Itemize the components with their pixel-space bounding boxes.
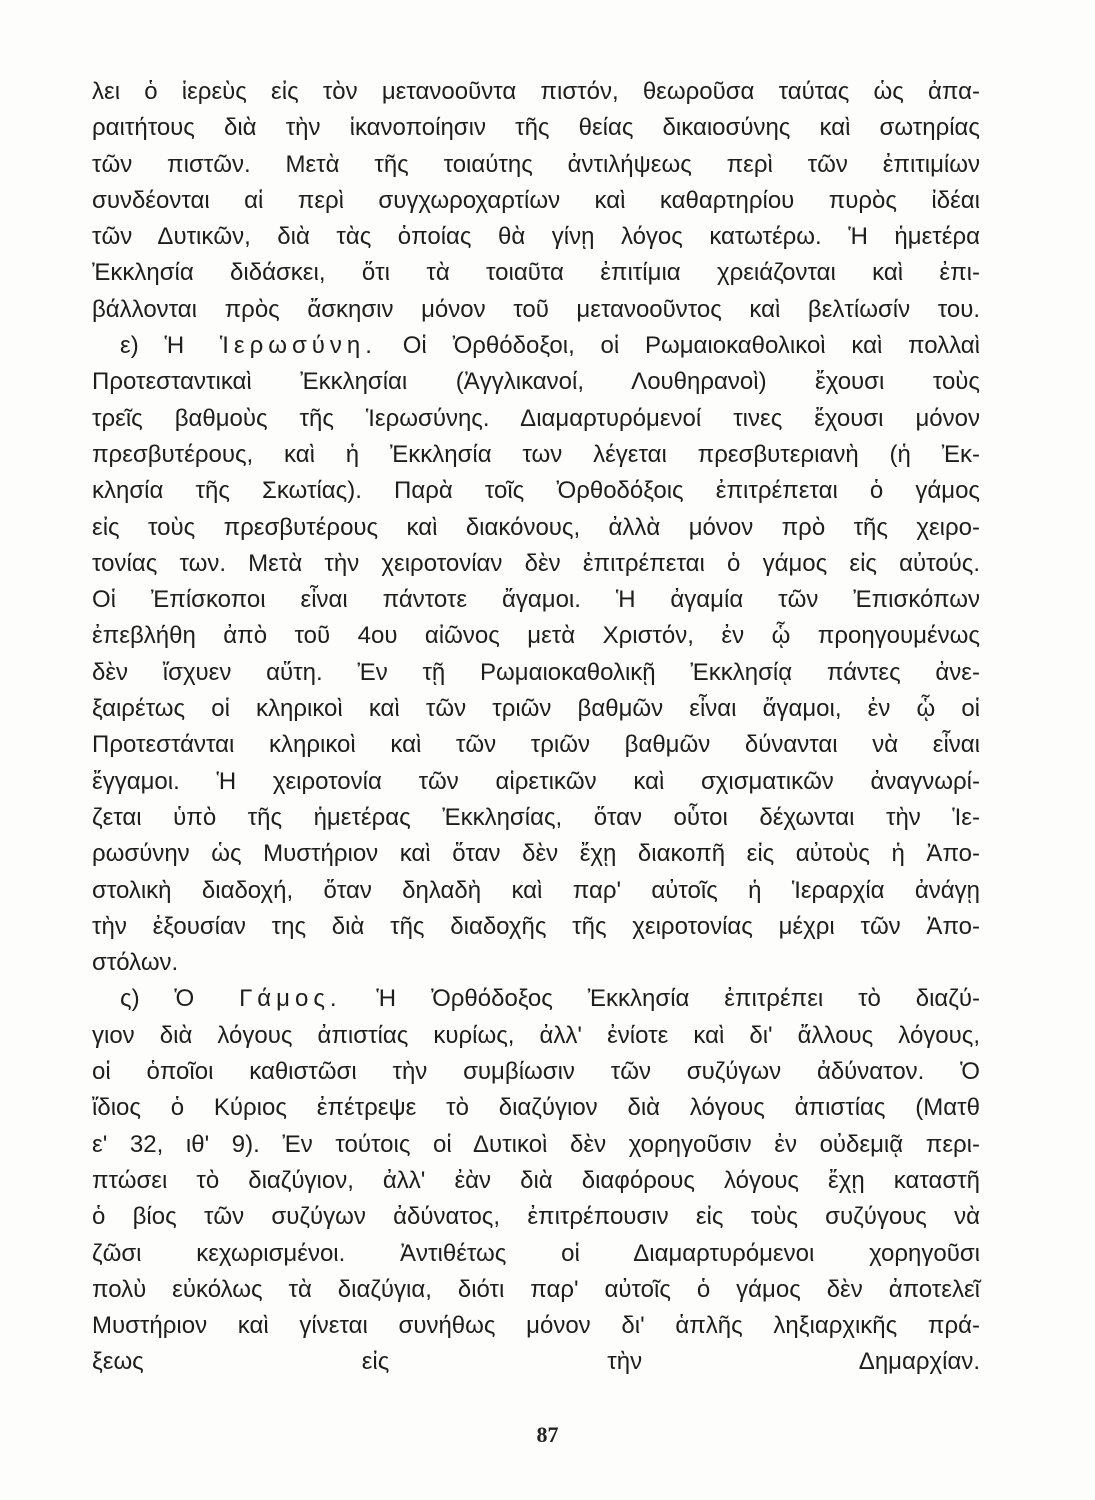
text-line: ε' 32, ιθ' 9). Ἐν τούτοις οἱ Δυτικοὶ δὲν χορηγοῦσιν ἐν οὐδεμιᾷ περι-: [92, 1130, 980, 1158]
text-line: πολὺ εὐκόλως τὰ διαζύγια, διότι παρ' αὐτοῖς ὁ γάμος δὲν ἀποτελεῖ: [92, 1275, 980, 1303]
text-line: στόλων.: [92, 949, 179, 977]
text-line: Προτεσταντικαὶ Ἐκκλησίαι (Ἀγγλικανοί, Λουθηρανοὶ) ἔχουσι τοὺς: [92, 368, 980, 396]
section-marker: ε): [120, 332, 165, 360]
text-line: τῶν πιστῶν. Μετὰ τῆς τοιαύτης ἀντιλήψεως περὶ τῶν ἐπιτιμίων: [92, 150, 980, 178]
text-line: ὁ βίος τῶν συζύγων ἀδύνατος, ἐπιτρέπουσιν εἰς τοὺς συζύγους νὰ: [92, 1203, 980, 1231]
text-line: τρεῖς βαθμοὺς τῆς Ἱερωσύνης. Διαμαρτυρόμενοί τινες ἔχουσι μόνον: [92, 404, 980, 432]
text-line: Μυστήριον καὶ γίνεται συνήθως μόνον δι' ἁπλῆς ληξιαρχικῆς πρά-: [92, 1312, 980, 1340]
text-line: στολικὴ διαδοχή, ὅταν δηλαδὴ καὶ παρ' αὐτοῖς ἡ Ἱεραρχία ἀνάγῃ: [92, 876, 980, 904]
text-line: τονίας των. Μετὰ τὴν χειροτονίαν δὲν ἐπιτρέπεται ὁ γάμος εἰς αὐτούς.: [92, 549, 980, 577]
text-line: ἔγγαμοι. Ἡ χειροτονία τῶν αἱρετικῶν καὶ σχισματικῶν ἀναγνωρί-: [92, 767, 980, 795]
section-rest: Ἡ Ὀρθόδοξος Ἐκκλησία ἐπιτρέπει τὸ διαζύ-: [341, 985, 981, 1013]
section-marker: ς): [120, 985, 175, 1013]
text-line: ξεως εἰς τὴν Δημαρχίαν.: [92, 1348, 980, 1376]
text-line: ἐπεβλήθη ἀπὸ τοῦ 4ου αἰῶνος μετὰ Χριστόν, ἐν ᾧ προηγουμένως: [92, 622, 980, 650]
text-line: οἱ ὁποῖοι καθιστῶσι τὴν συμβίωσιν τῶν συζύγων ἀδύνατον. Ὁ: [92, 1058, 980, 1086]
text-line: τὴν ἐξουσίαν της διὰ τῆς διαδοχῆς τῆς χειροτονίας μέχρι τῶν Ἀπο-: [92, 912, 980, 940]
text-line: πρεσβυτέρους, καὶ ἡ Ἐκκλησία των λέγεται πρεσβυτεριανὴ (ἡ Ἐκ-: [92, 440, 980, 468]
text-line: ζεται ὑπὸ τῆς ἡμετέρας Ἐκκλησίας, ὅταν οὗτοι δέχωνται τὴν Ἱε-: [92, 803, 980, 831]
text-line: Προτεστάνται κληρικοὶ καὶ τῶν τριῶν βαθμῶν δύνανται νὰ εἶναι: [92, 731, 980, 759]
text-line: ζῶσι κεχωρισμένοι. Ἀντιθέτως οἱ Διαμαρτυρόμενοι χορηγοῦσι: [92, 1239, 980, 1267]
text-line: ξαιρέτως οἱ κληρικοὶ καὶ τῶν τριῶν βαθμῶν εἶναι ἄγαμοι, ἐν ᾧ οἱ: [92, 695, 980, 723]
text-line: πτώσει τὸ διαζύγιον, ἀλλ' ἐὰν διὰ διαφόρους λόγους ἔχῃ καταστῆ: [92, 1166, 980, 1194]
section-heading-priesthood: [92, 328, 980, 364]
section-heading: Ἡ Ἱερωσύνη.: [164, 332, 377, 360]
text-line: λει ὁ ἱερεὺς εἰς τὸν μετανοοῦντα πιστόν, θεωροῦσα ταύτας ὡς ἀπα-: [92, 78, 980, 105]
text-line: εἰς τοὺς πρεσβυτέρους καὶ διακόνους, ἀλλὰ μόνον πρὸ τῆς χειρο-: [92, 513, 980, 541]
section-heading-marriage: [92, 981, 980, 1017]
text-line: βάλλονται πρὸς ἄσκησιν μόνον τοῦ μετανοοῦντος καὶ βελτίωσίν του.: [92, 295, 980, 323]
text-line: ραιτήτους διὰ τὴν ἱκανοποίησιν τῆς θείας δικαιοσύνης καὶ σωτηρίας: [92, 114, 980, 142]
text-line: γιον διὰ λόγους ἀπιστίας κυρίως, ἀλλ' ἐνίοτε καὶ δι' ἄλλους λόγους,: [92, 1021, 980, 1049]
text-line: συνδέονται αἱ περὶ συγχωροχαρτίων καὶ καθαρτηρίου πυρὸς ἰδέαι: [92, 186, 980, 214]
text-line: Οἱ Ἐπίσκοποι εἶναι πάντοτε ἄγαμοι. Ἡ ἀγαμία τῶν Ἐπισκόπων: [92, 586, 980, 614]
page-body: [92, 74, 980, 1381]
text-line: ρωσύνην ὡς Μυστήριον καὶ ὅταν δὲν ἔχῃ διακοπῆ εἰς αὐτοὺς ἡ Ἀπο-: [92, 840, 980, 868]
text-line: ἴδιος ὁ Κύριος ἐπέτρεψε τὸ διαζύγιον διὰ λόγους ἀπιστίας (Ματθ: [92, 1094, 980, 1122]
section-heading: Ὁ Γάμος.: [174, 985, 342, 1013]
text-line: Ἐκκλησία διδάσκει, ὅτι τὰ τοιαῦτα ἐπιτίμια χρειάζονται καὶ ἐπι-: [92, 259, 980, 287]
section-rest: Οἱ Ὀρθόδοξοι, οἱ Ρωμαιοκαθολικοὶ καὶ πολλαὶ: [376, 332, 980, 360]
text-line: κλησία τῆς Σκωτίας). Παρὰ τοῖς Ὀρθοδόξοις ἐπιτρέπεται ὁ γάμος: [92, 477, 980, 505]
text-line: δὲν ἴσχυεν αὕτη. Ἐν τῇ Ρωμαιοκαθολικῇ Ἐκκλησίᾳ πάντες ἀνε-: [92, 658, 980, 686]
page-number: 87: [536, 1422, 559, 1447]
text-line: τῶν Δυτικῶν, διὰ τὰς ὁποίας θὰ γίνῃ λόγος κατωτέρω. Ἡ ἡμετέρα: [92, 223, 980, 251]
